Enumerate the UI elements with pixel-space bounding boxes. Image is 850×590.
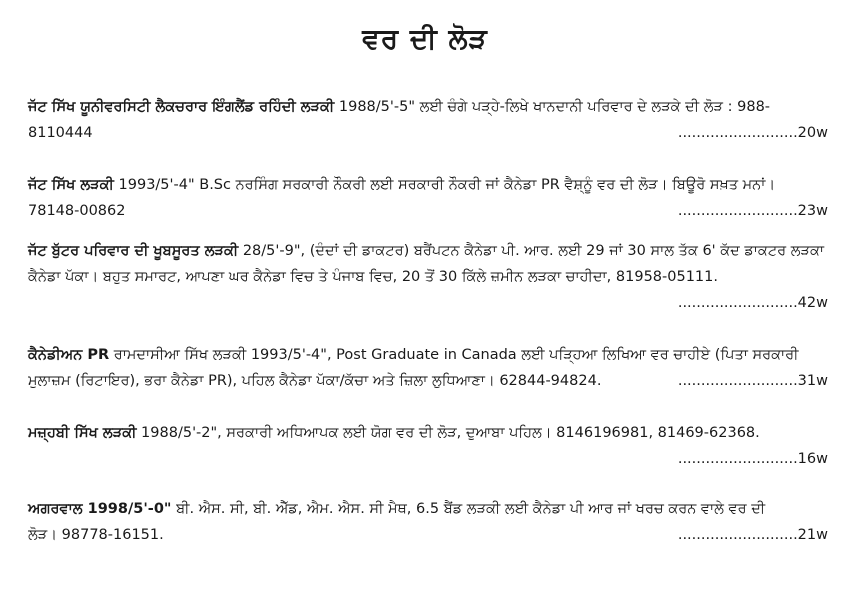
ad-ref-code: ..........................31w — [677, 373, 828, 389]
page-title: ਵਰ ਦੀ ਲੋੜ — [362, 22, 488, 55]
ad-ref-code: ..........................23w — [677, 203, 828, 219]
ad-ref-code: ..........................21w — [677, 527, 828, 543]
ad-ref-code: ..........................16w — [677, 451, 828, 467]
ad-body: 28/5'-9", (ਦੰਦਾਂ ਦੀ ਡਾਕਟਰ) ਬਰੈਂਪਟਨ ਕੈਨੇਡਾ ਪੀ. ਆਰ. ਲਈ 29 ਜਾਂ 30 ਸਾਲ ਤੱਕ 6' ਕੱਦ ਡਾਕਟਰ ਲੜਕਾ ਕੈਨੇਡਾ ਪੱਕਾ। ਬਹੁਤ ਸਮਾਰਟ, ਆਪਣਾ ਘਰ ਕੈਨੇਡਾ ਵਿਚ ਤੇ ਪੰਜਾਬ ਵਿਚ, 20 ਤੋਂ 30 ਕਿੱਲੇ ਜ਼ਮੀਨ ਲੜਕਾ ਚਾਹੀਦਾ, 81958-05111. — [28, 243, 825, 285]
ad-body: ਬੀ. ਐਸ. ਸੀ, ਬੀ. ਐੱਡ, ਐਮ. ਐਸ. ਸੀ ਮੈਥ, 6.5 ਬੈਂਡ ਲੜਕੀ ਲਈ ਕੈਨੇਡਾ ਪੀ ਆਰ ਜਾਂ ਖਰਚ ਕਰਨ ਵਾਲੇ ਵਰ ਦੀ — [171, 501, 766, 517]
ad-ref-code: ..........................20w — [677, 125, 828, 141]
ad-continuation: ਮੁਲਾਜ਼ਮ (ਰਿਟਾਇਰ), ਭਰਾ ਕੈਨੇਡਾ PR), ਪਹਿਲ ਕੈਨੇਡਾ ਪੱਕਾ/ਕੱਚਾ ਅਤੇ ਜ਼ਿਲਾ ਲੁਧਿਆਣਾ। 62844-94824. — [28, 373, 602, 389]
ad-lead: ਮਜ਼੍ਹਬੀ ਸਿੱਖ ਲੜਕੀ — [28, 425, 137, 441]
ad-body: 1988/5'-5" ਲਈ ਚੰਗੇ ਪੜ੍ਹੇ-ਲਿਖੇ ਖਾਨਦਾਨੀ ਪਰਿਵਾਰ ਦੇ ਲੜਕੇ ਦੀ ਲੋੜ : 988- — [334, 99, 771, 115]
ad-body: ਰਾਮਦਾਸੀਆ ਸਿੱਖ ਲੜਕੀ 1993/5'-4", Post Graduate in Canada ਲਈ ਪੜ੍ਹਿਆ ਲਿਖਿਆ ਵਰ ਚਾਹੀਏ (ਪਿਤਾ ਸਰਕਾਰੀ — [109, 347, 799, 363]
ad-continuation: 78148-00862 — [28, 203, 126, 219]
ad-continuation: ਲੋੜ। 98778-16151. — [28, 527, 164, 543]
ad-lead: ਜੱਟ ਸਿੱਖ ਲੜਕੀ — [28, 177, 114, 193]
classified-ad — [28, 238, 828, 316]
ad-lead: ਕੈਨੇਡੀਅਨ PR — [28, 347, 110, 363]
ad-body: 1993/5'-4" B.Sc ਨਰਸਿੰਗ ਸਰਕਾਰੀ ਨੌਕਰੀ ਲਈ ਸਰਕਾਰੀ ਨੌਕਰੀ ਜਾਂ ਕੈਨੇਡਾ PR ਵੈਸ਼੍ਨੂੰ ਵਰ ਦੀ ਲੋੜ। ਬਿਊਰੋ ਸਖ਼ਤ ਮਨਾਂ। — [113, 177, 776, 193]
classified-ad — [28, 94, 828, 146]
ad-body: 1988/5'-2", ਸਰਕਾਰੀ ਅਧਿਆਪਕ ਲਈ ਯੋਗ ਵਰ ਦੀ ਲੋੜ, ਦੁਆਬਾ ਪਹਿਲ। 8146196981, 81469-62368. — [136, 425, 760, 441]
ad-lead: ਜੱਟ ਸਿੱਖ ਯੂਨੀਵਰਸਿਟੀ ਲੈਕਚਰਾਰ ਇੰਗਲੈਂਡ ਰਹਿੰਦੀ ਲੜਕੀ — [28, 99, 335, 115]
classified-ad — [28, 496, 828, 548]
ad-lead: ਜੱਟ ਬੁੱਟਰ ਪਰਿਵਾਰ ਦੀ ਖੂਬਸੂਰਤ ਲੜਕੀ — [28, 243, 239, 259]
ad-ref-code: ..........................42w — [677, 295, 828, 311]
classified-ad — [28, 420, 828, 472]
ad-lead: ਅਗਰਵਾਲ 1998/5'-0" — [28, 501, 172, 517]
classified-ad — [28, 172, 828, 224]
ad-continuation: 8110444 — [28, 125, 93, 141]
classified-ad — [28, 342, 828, 394]
